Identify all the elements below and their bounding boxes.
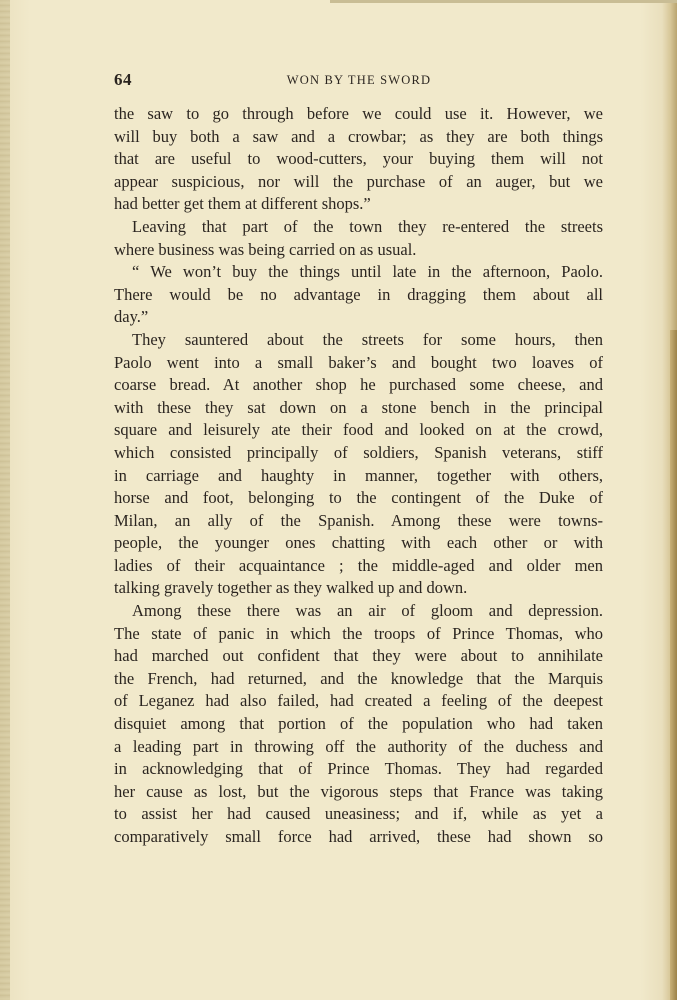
page-top-edge <box>330 0 677 3</box>
text-line: Leaving that part of the town they re-entered the streets <box>132 216 603 236</box>
text-line: which consisted principally of soldiers, Spanish veterans, stiff <box>114 442 603 462</box>
text-line: had marched out confident that they were about to annihilate <box>114 646 603 666</box>
text-line: ladies of their acquaintance ; the middle-aged and older men <box>114 555 603 575</box>
text-line: “ We won’t buy the things until late in the afternoon, Paolo. <box>132 262 603 282</box>
text-line: comparatively small force had arrived, these had shown so <box>114 827 603 846</box>
text-line: in carriage and haughty in manner, together with others, <box>114 465 603 485</box>
text-line: where business was being carried on as usual. <box>114 239 417 259</box>
text-line: the French, had returned, and the knowledge that the Marquis <box>114 668 603 688</box>
text-line: of Leganez had also failed, had created a feeling of the deepest <box>114 691 603 711</box>
running-title: WON BY THE SWORD <box>286 73 432 87</box>
text-line: Milan, an ally of the Spanish. Among these were towns- <box>114 510 603 530</box>
text-line: talking gravely together as they walked up and down. <box>114 578 468 598</box>
body-text <box>114 103 603 849</box>
text-line: people, the younger ones chatting with each other or with <box>114 533 603 553</box>
text-line: in acknowledging that of Prince Thomas. They had regarded <box>114 759 603 779</box>
text-line: horse and foot, belonging to the contingent of the Duke of <box>114 488 603 508</box>
page-right-edge <box>670 330 677 1000</box>
text-line: her cause as lost, but the vigorous steps that France was taking <box>114 781 603 801</box>
text-line: They sauntered about the streets for some hours, then <box>132 329 603 349</box>
text-line: There would be no advantage in dragging them about all <box>114 284 603 304</box>
text-line: a leading part in throwing off the authority of the duchess and <box>114 736 603 756</box>
text-line: the saw to go through before we could use it. However, we <box>114 104 603 123</box>
page-binding-edge <box>0 0 10 1000</box>
text-line: will buy both a saw and a crowbar; as they are both things <box>114 126 603 146</box>
text-line: Paolo went into a small baker’s and bought two loaves of <box>114 352 603 372</box>
text-line: square and leisurely ate their food and looked on at the crowd, <box>114 420 603 440</box>
text-line: disquiet among that portion of the population who had taken <box>114 714 603 734</box>
text-line: coarse bread. At another shop he purchased some cheese, and <box>114 375 603 395</box>
text-line: to assist her had caused uneasiness; and if, while as yet a <box>114 804 603 824</box>
page-number: 64 <box>114 70 132 89</box>
text-line: day.” <box>114 307 149 327</box>
text-line: had better get them at different shops.” <box>114 194 371 214</box>
text-line: appear suspicious, nor will the purchase of an auger, but we <box>114 171 603 191</box>
text-line: Among these there was an air of gloom and depression. <box>132 601 603 621</box>
text-line: with these they sat down on a stone bench in the principal <box>114 397 603 417</box>
page-header <box>114 70 604 94</box>
text-line: The state of panic in which the troops of Prince Thomas, who <box>114 623 603 643</box>
text-line: that are useful to wood-cutters, your buying them will not <box>114 149 603 169</box>
